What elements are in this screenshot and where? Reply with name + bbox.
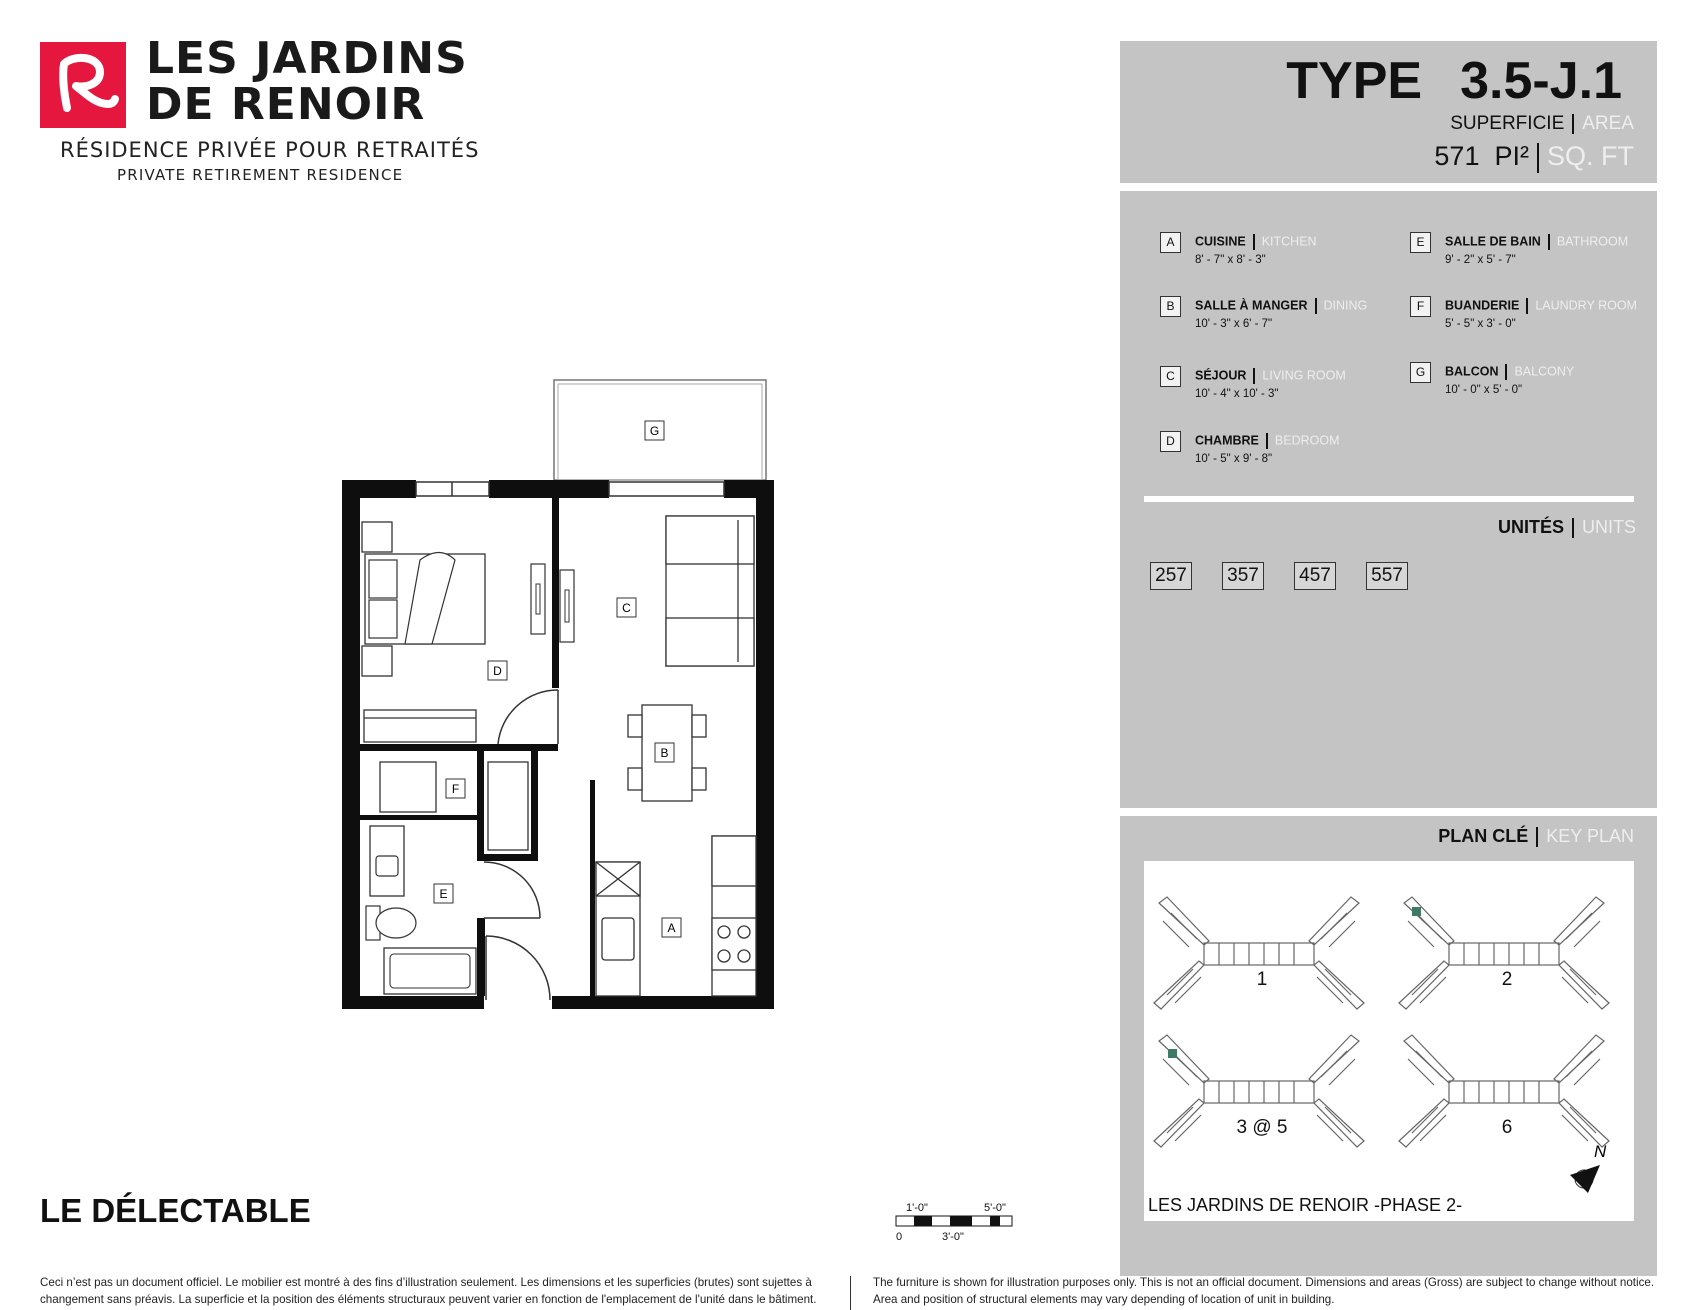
room-tag-b — [655, 743, 674, 762]
wall-top-1 — [342, 480, 416, 498]
wall-right — [756, 480, 774, 1009]
area-label: SUPERFICIE AREA — [1450, 113, 1634, 134]
door-bedroom — [498, 690, 558, 744]
unit-457: 457 — [1294, 562, 1336, 590]
nightstand-top — [362, 522, 392, 552]
type-code: 3.5-J.1 — [1460, 52, 1622, 110]
unit-357: 357 — [1222, 562, 1264, 590]
closet-hall — [488, 762, 528, 850]
kitchen-counter-right — [712, 836, 756, 996]
room-a: A CUISINE KITCHEN 8' - 7" x 8' - 3" — [1160, 232, 1400, 272]
wall-kitchen-left — [590, 780, 595, 996]
brand-subtitle-en: PRIVATE RETIREMENT RESIDENCE — [117, 166, 404, 184]
brand-title-line1: LES JARDINS — [146, 33, 468, 84]
floor-plan — [330, 370, 800, 1020]
disclaimer-divider — [850, 1276, 851, 1310]
north-arrow-icon — [1570, 1142, 1607, 1193]
disclaimer-en: The furniture is shown for illustration purposes only. This is not an official document. Dimensions and areas (Gross) are subject to change without notice. Area and position of structural elements may vary depending of location of unit in building. — [873, 1276, 1655, 1306]
wall-bottom-1 — [342, 996, 484, 1009]
key-plan-drawing — [1144, 861, 1634, 1221]
scale-label-3ft: 3'-0" — [942, 1231, 964, 1243]
key-highlight-unit — [1168, 1049, 1177, 1058]
brand-title-line2: DE RENOIR — [146, 79, 426, 130]
key-plan-map — [1144, 861, 1634, 1221]
scale-bar — [890, 1200, 1020, 1244]
svg-text:A: A — [667, 921, 676, 935]
room-b: B SALLE À MANGER DINING 10' - 3" x 6' - 7" — [1160, 296, 1400, 336]
room-tag-g — [645, 421, 664, 440]
washer-dryer — [380, 762, 436, 812]
patio-door — [609, 482, 724, 496]
type-title — [1286, 51, 1622, 111]
units-divider — [1144, 496, 1634, 502]
room-tag-f — [446, 779, 465, 798]
sink-bath-icon — [376, 856, 398, 876]
key-floor-2 — [1399, 897, 1609, 1009]
wall-closet-right — [531, 751, 538, 861]
svg-text:B: B — [660, 746, 669, 760]
type-label: TYPE — [1286, 52, 1423, 110]
door-entry — [486, 936, 550, 1000]
key-floor-1 — [1154, 897, 1364, 1009]
key-label-2: 2 — [1501, 969, 1513, 990]
room-f: F BUANDERIE LAUNDRY ROOM 5' - 5" x 3' - 0" — [1410, 296, 1650, 336]
room-c: C SÉJOUR LIVING ROOM 10' - 4" x 10' - 3" — [1160, 366, 1400, 406]
wall-laundry-bottom — [360, 815, 477, 820]
scale-label-0: 0 — [896, 1231, 903, 1243]
key-plan-title: PLAN CLÉ KEY PLAN — [1438, 826, 1634, 846]
kitchen-counter-left — [596, 862, 640, 996]
key-label-6: 6 — [1501, 1117, 1513, 1138]
key-highlight-unit — [1412, 907, 1421, 916]
room-tag-e — [434, 884, 453, 903]
room-tag-a — [662, 918, 681, 937]
logo-r-icon — [40, 42, 126, 128]
wall-left — [342, 480, 360, 1009]
brand-logo — [40, 42, 126, 128]
nightstand-bottom — [362, 646, 392, 676]
units-title: UNITÉS UNITS — [1497, 517, 1636, 537]
brand-subtitle-fr: RÉSIDENCE PRIVÉE POUR RETRAITÉS — [60, 138, 480, 162]
stove-icon — [712, 918, 756, 970]
wall-bath-right — [477, 918, 485, 996]
room-tag-c — [617, 598, 636, 617]
toilet-icon — [376, 908, 416, 938]
closet-bedroom — [364, 710, 476, 742]
wall-top-2 — [489, 480, 609, 498]
scale-label-1ft: 1'-0" — [906, 1202, 928, 1214]
wall-closet-bottom — [484, 854, 538, 861]
room-g: G BALCON BALCONY 10' - 0" x 5' - 0" — [1410, 362, 1650, 402]
key-label-3-5: 3 @ 5 — [1236, 1117, 1288, 1138]
area-value: 571 PI² SQ. FT — [1434, 141, 1634, 171]
wall-bedroom-bottom — [360, 744, 558, 751]
unit-557: 557 — [1366, 562, 1408, 590]
door-bathroom — [484, 862, 540, 918]
unit-257: 257 — [1150, 562, 1192, 590]
svg-text:E: E — [439, 887, 448, 901]
wall-bottom-2 — [552, 996, 774, 1009]
room-e: E SALLE DE BAIN BATHROOM 9' - 2" x 5' - 7" — [1410, 232, 1650, 272]
room-d: D CHAMBRE BEDROOM 10' - 5" x 9' - 8" — [1160, 431, 1400, 471]
scale-label-5ft: 5'-0" — [984, 1202, 1006, 1214]
svg-text:N: N — [1594, 1142, 1607, 1161]
type-panel — [1120, 41, 1657, 183]
svg-text:C: C — [622, 601, 631, 615]
wall-top-3 — [724, 480, 774, 498]
disclaimer-fr: Ceci n’est pas un document officiel. Le mobilier est montré à des fins d’illustration seulement. Les dimensions et les superficies (brutes) sont sujettes à changement sans préavis. La superficie et la position des éléments structuraux peuvent varier en fonction de l'emplacement de l'unité dans le bâtiment. — [40, 1276, 817, 1306]
room-tag-d — [488, 661, 507, 680]
svg-text:D: D — [493, 664, 502, 678]
plan-name: LE DÉLECTABLE — [40, 1192, 311, 1229]
svg-text:F: F — [451, 782, 460, 796]
key-label-1: 1 — [1256, 969, 1268, 990]
svg-text:G: G — [649, 424, 660, 438]
sofa — [666, 516, 754, 666]
wall-bedroom-living — [552, 498, 559, 688]
wall-laundry-right — [477, 751, 484, 861]
brand-title — [146, 33, 468, 130]
key-plan-caption: LES JARDINS DE RENOIR -PHASE 2- — [1148, 1195, 1463, 1215]
